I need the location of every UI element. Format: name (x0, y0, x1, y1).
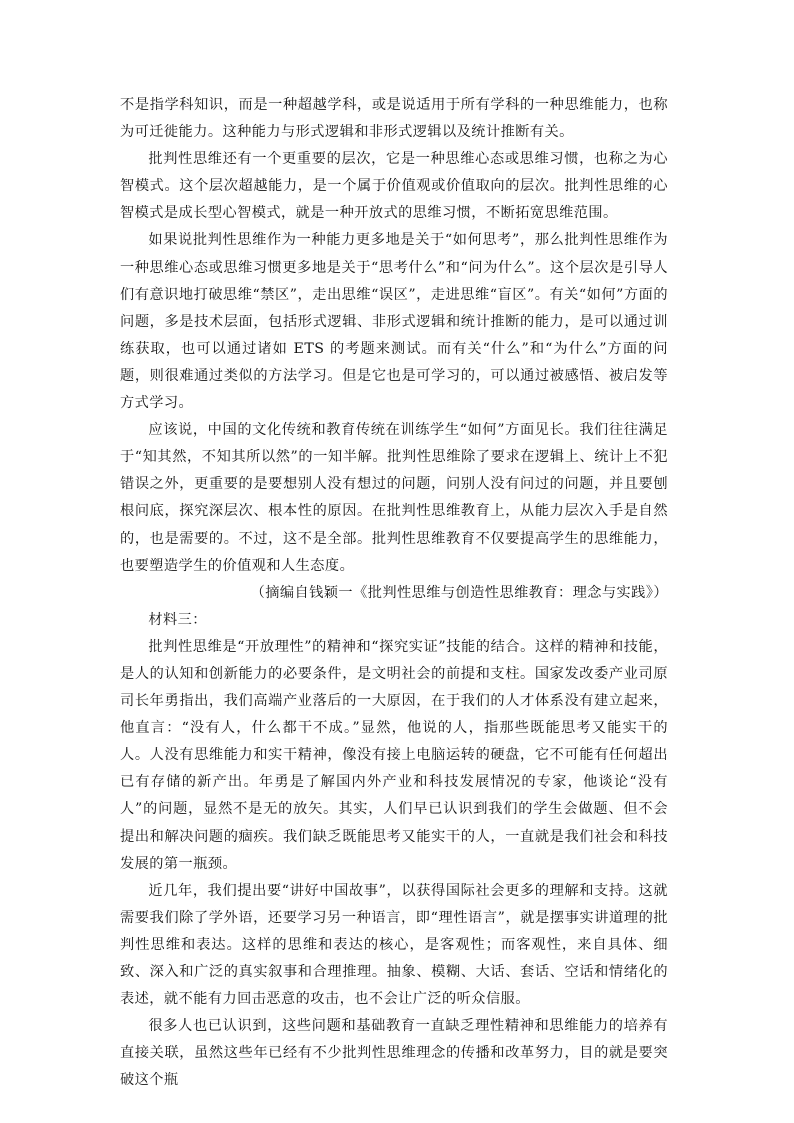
source-citation: （摘编自钱颖一《批判性思维与创造性思维教育：理念与实践》） (250, 584, 668, 601)
paragraph-4: 应该说，中国的文化传统和教育传统在训练学生“如何”方面见长。我们往往满足于“知其然，不知其所以然”的一知半解。批判性思维除了要求在逻辑上、统计上不犯错误之外，更重要的是要想别人没有想过的问题，问别人没有问过的问题，并且要刨根问底，探究深层次、根本性的原因。在批判性思维教育上，从能力层次入手是自然的，也是需要的。不过，这不是全部。批判性思维教育不仅要提高学生的思维能力，也要塑造学生的价值观和人生态度。 (120, 422, 668, 574)
paragraph-3: 如果说批判性思维作为一种能力更多地是关于“如何思考”，那么批判性思维作为一种思维心态或思维习惯更多地是关于“思考什么”和“问为什么”。这个层次是引导人们有意识地打破思维“禁区”，走出思维“误区”，走进思维“盲区”。有关“如何”方面的问题，多是技术层面，包括形式逻辑、非形式逻辑和统计推断的能力，是可以通过训练获取，也可以通过诸如 ETS 的考题来测试。而有关“什么”和“为什么”方面的问题，则很难通过类似的方法学习。但是它也是可学习的，可以通过被感悟、被启发等方式学习。 (120, 232, 668, 412)
paragraph-6: 近几年，我们提出要“讲好中国故事”，以获得国际社会更多的理解和支持。这就需要我们除了学外语，还要学习另一种语言，即“理性语言”，就是摆事实讲道理的批判性思维和表达。这样的思维和表达的核心，是客观性；而客观性，来自具体、细致、深入和广泛的真实叙事和合理推理。抽象、模糊、大话、套话、空话和情绪化的表述，就不能有力回击恶意的攻击，也不会让广泛的听众信服。 (120, 882, 668, 1008)
paragraph-5: 批判性思维是“开放理性”的精神和“探究实证”技能的结合。这样的精神和技能，是人的认知和创新能力的必要条件，是文明社会的前提和支柱。国家发改委产业司原司长年勇指出，我们高端产业落后的一大原因，在于我们的人才体系没有建立起来，他直言：“没有人，什么都干不成。”显然，他说的人，指那些既能思考又能实干的人。人没有思维能力和实干精神，像没有接上电脑运转的硬盘，它不可能有任何超出已有存储的新产出。年勇是了解国内外产业和科技发展情况的专家，他谈论“没有人”的问题，显然不是无的放矢。其实，人们早已认识到我们的学生会做题、但不会提出和解决问题的痼疾。我们缺乏既能思考又能实干的人，一直就是我们社会和科技发展的第一瓶颈。 (120, 638, 668, 872)
paragraph-7: 很多人也已认识到，这些问题和基础教育一直缺乏理性精神和思维能力的培养有直接关联，虽然这些年已经有不少批判性思维理念的传播和改革努力，目的就是要突破这个瓶 (120, 1018, 668, 1089)
section-label: 材料三： (148, 611, 207, 628)
paragraph-2: 批判性思维还有一个更重要的层次，它是一种思维心态或思维习惯，也称之为心智模式。这个层次超越能力，是一个属于价值观或价值取向的层次。批判性思维的心智模式是成长型心智模式，就是一种开放式的思维习惯，不断拓宽思维范围。 (120, 151, 668, 222)
document-body (120, 92, 668, 1094)
paragraph-1: 不是指学科知识，而是一种超越学科，或是说适用于所有学科的一种思维能力，也称为可迁徙能力。这种能力与形式逻辑和非形式逻辑以及统计推断有关。 (120, 97, 668, 141)
